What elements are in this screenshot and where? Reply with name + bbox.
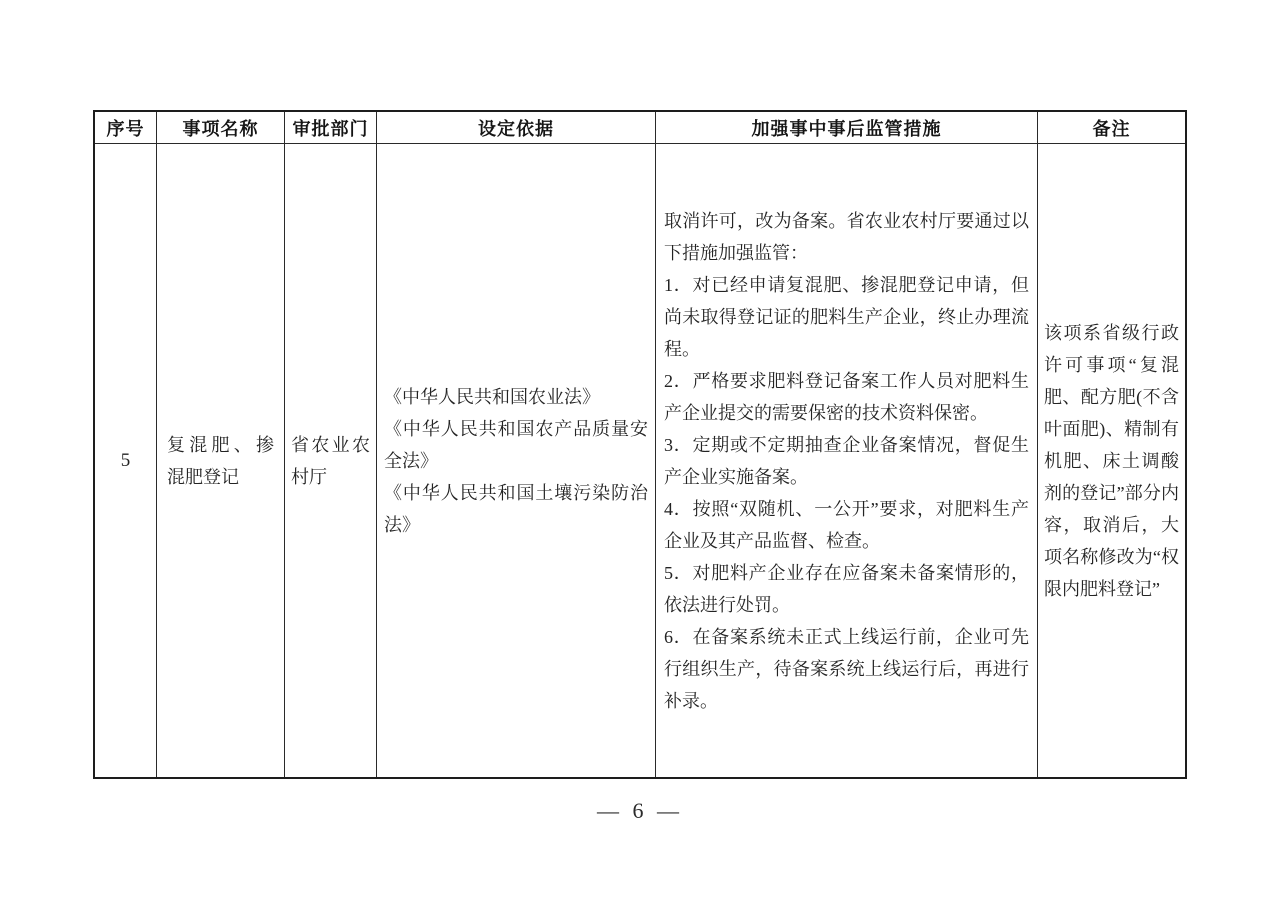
item-name-text: 复混肥、掺混肥登记 (167, 434, 274, 487)
cell-seq-number: 5 (95, 144, 157, 777)
column-header-remark: 备注 (1038, 112, 1185, 144)
basis-law-1: 《中华人民共和国农业法》 (384, 386, 600, 407)
cell-department (285, 144, 377, 777)
cell-remark (1038, 144, 1185, 777)
basis-law-2: 《中华人民共和国农产品质量安全法》 (384, 418, 648, 471)
column-header-basis: 设定依据 (377, 112, 656, 144)
department-text: 省农业农村厅 (291, 434, 370, 487)
column-header-seq: 序号 (95, 112, 157, 144)
cell-supervision-measures (656, 144, 1038, 777)
measure-3: 3．定期或不定期抽查企业备案情况，督促生产企业实施备案。 (664, 434, 1029, 487)
cell-item-name (157, 144, 285, 777)
page-number: — 6 — (597, 798, 683, 823)
measure-1: 1．对已经申请复混肥、掺混肥登记申请，但尚未取得登记证的肥料生产企业，终止办理流程。 (664, 274, 1029, 359)
measure-4: 4．按照“双随机、一公开”要求，对肥料生产企业及其产品监督、检查。 (664, 498, 1029, 551)
basis-law-3: 《中华人民共和国土壤污染防治法》 (384, 482, 648, 535)
column-header-item-name: 事项名称 (157, 112, 285, 144)
remark-text: 该项系省级行政许可事项“复混肥、配方肥(不含叶面肥)、精制有机肥、床土调酸剂的登记”部分内容，取消后，大项名称修改为“权限内肥料登记” (1044, 322, 1179, 599)
measure-intro: 取消许可，改为备案。省农业农村厅要通过以下措施加强监管： (664, 210, 1029, 263)
measure-5: 5．对肥料产企业存在应备案未备案情形的，依法进行处罚。 (664, 562, 1029, 615)
cell-legal-basis (377, 144, 656, 777)
measure-2: 2．严格要求肥料登记备案工作人员对肥料生产企业提交的需要保密的技术资料保密。 (664, 370, 1029, 423)
column-header-department: 审批部门 (285, 112, 377, 144)
column-header-measures: 加强事中事后监管措施 (656, 112, 1038, 144)
approval-items-table (93, 110, 1187, 779)
measure-6: 6．在备案系统未正式上线运行前，企业可先行组织生产，待备案系统上线运行后，再进行补录。 (664, 626, 1029, 711)
